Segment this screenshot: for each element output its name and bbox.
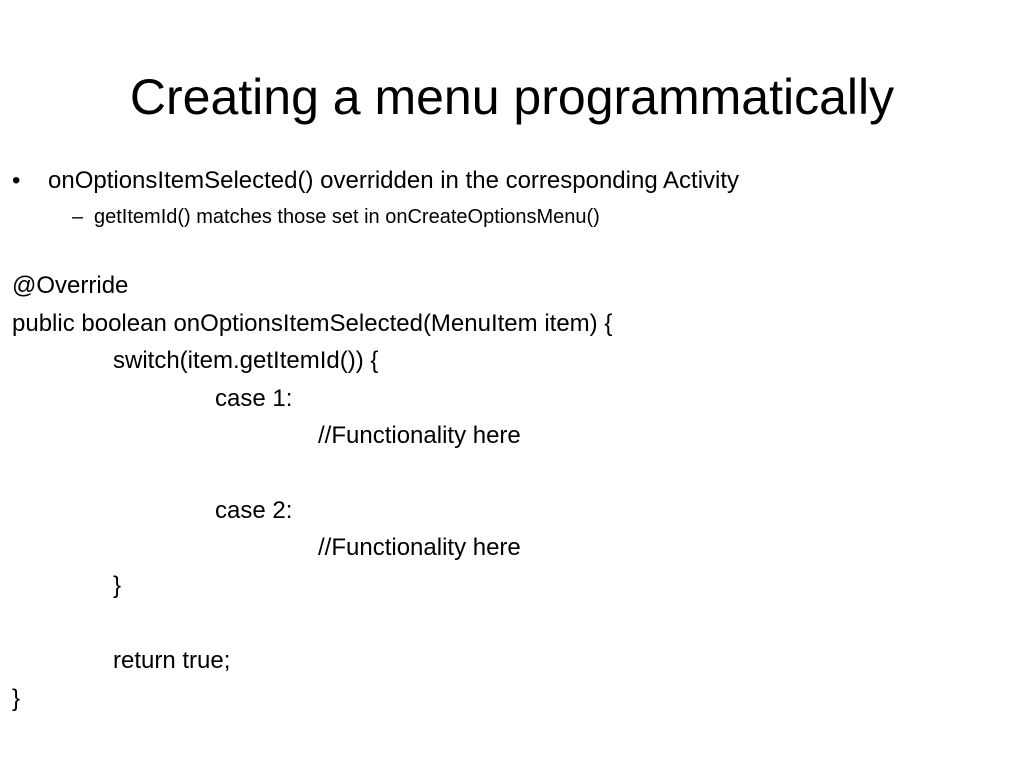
code-line-case-2: case 2: <box>215 497 293 524</box>
code-line-method-signature: public boolean onOptionsItemSelected(MenuItem item) { <box>12 310 613 337</box>
bullet-item <box>12 166 739 196</box>
sub-bullet-text: getItemId() matches those set in onCreateOptionsMenu() <box>94 206 600 228</box>
code-line-method-close: } <box>12 685 21 712</box>
code-line-switch-close: } <box>113 572 122 599</box>
code-line-switch: switch(item.getItemId()) { <box>113 347 379 374</box>
code-line-case-1: case 1: <box>215 385 293 412</box>
code-line-comment-1: //Functionality here <box>318 422 521 449</box>
sub-bullet-marker: – <box>72 206 84 228</box>
code-line-comment-2: //Functionality here <box>318 534 521 561</box>
code-line-return: return true; <box>113 647 231 674</box>
bullet-text: onOptionsItemSelected() overridden in the corresponding Activity <box>48 167 740 194</box>
sub-bullet-item <box>72 204 600 230</box>
slide-title: Creating a menu programmatically <box>129 69 895 125</box>
code-line-override: @Override <box>12 272 129 299</box>
bullet-marker: • <box>12 167 21 194</box>
